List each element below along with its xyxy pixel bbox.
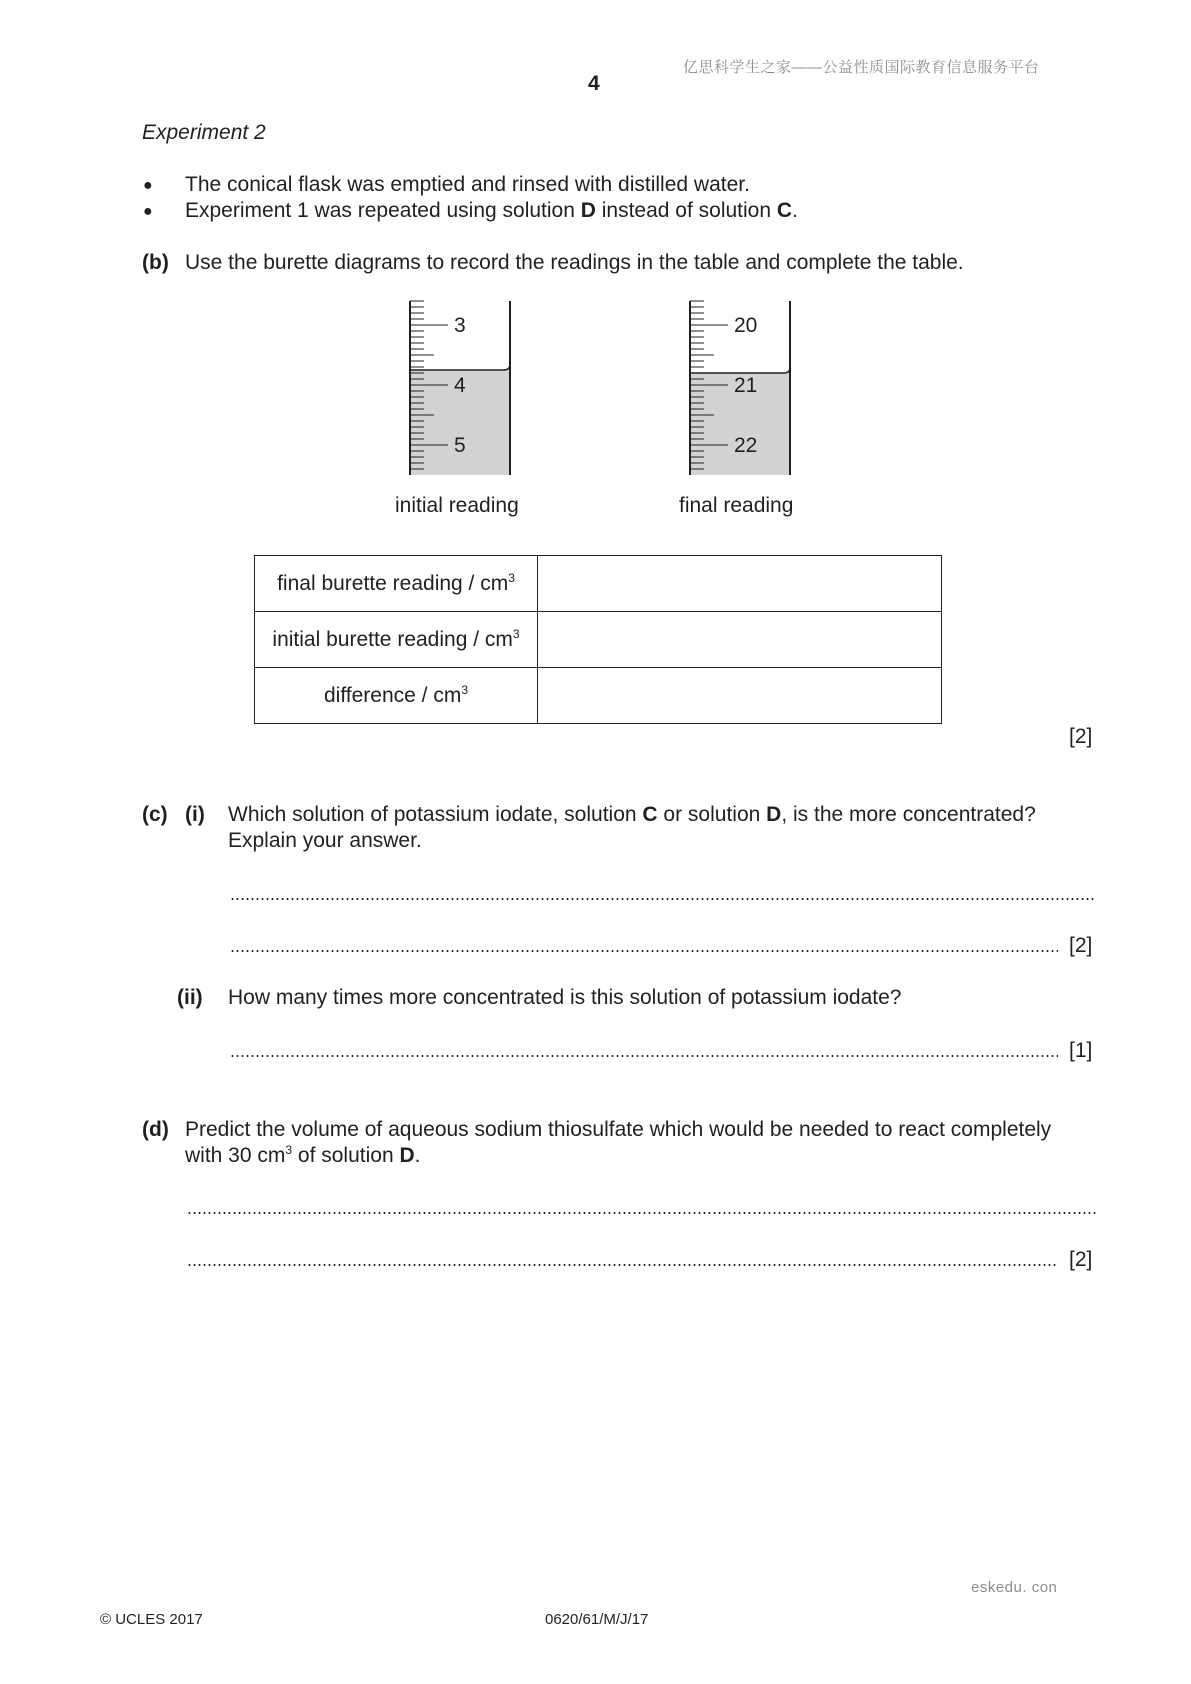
answer-line[interactable] (230, 950, 1058, 952)
table-row (255, 556, 942, 612)
burette-tick-label: 4 (454, 374, 466, 397)
burette-initial-caption: initial reading (395, 494, 519, 517)
burette-tick-label: 3 (454, 314, 466, 337)
question-b-text: Use the burette diagrams to record the readings in the table and complete the table. (185, 251, 964, 274)
row-label-difference: difference / $cm^3$ (255, 668, 538, 724)
burette-tick-label: 20 (734, 314, 758, 337)
readings-table (254, 555, 942, 724)
bullet-icon: ● (143, 177, 153, 194)
question-label-c: (c) (142, 803, 168, 826)
answer-cell-initial[interactable] (538, 612, 942, 668)
question-d-line1: Predict the volume of aqueous sodium thiosulfate which would be needed to react completely (185, 1118, 1052, 1141)
row-label-initial: initial burette reading / $cm^3$ (255, 612, 538, 668)
question-c-ii-text: How many times more concentrated is this solution of potassium iodate? (228, 986, 902, 1009)
burette-initial-diagram (380, 295, 570, 485)
answer-line[interactable] (230, 1055, 1058, 1057)
experiment-title: Experiment 2 (142, 121, 266, 144)
question-label-d: (d) (142, 1118, 169, 1141)
question-label-c-i: (i) (185, 803, 205, 826)
bullet-item-1: The conical flask was emptied and rinsed with distilled water. (185, 173, 750, 196)
burette-tick-label: 22 (734, 434, 758, 457)
marks-c-ii: [1] (1069, 1039, 1093, 1062)
burette-tick-label: 21 (734, 374, 758, 397)
burette-tick-label: 5 (454, 434, 466, 457)
answer-cell-difference[interactable] (538, 668, 942, 724)
question-d-line2: with 30 $cm^3$ of solution D. (185, 1143, 421, 1167)
table-row (255, 612, 942, 668)
question-label-c-ii: (ii) (177, 986, 203, 1009)
row-label-final: final burette reading / $cm^3$ (255, 556, 538, 612)
page-number: 4 (588, 72, 600, 95)
marks-b: [2] (1069, 725, 1093, 748)
answer-line[interactable] (187, 1212, 1096, 1214)
burette-meniscus (690, 367, 790, 373)
table-row (255, 668, 942, 724)
answer-line[interactable] (230, 898, 1096, 900)
watermark-bottom: eskedu. con (971, 1579, 1058, 1596)
marks-d: [2] (1069, 1248, 1093, 1271)
answer-cell-final[interactable] (538, 556, 942, 612)
answer-line[interactable] (187, 1264, 1058, 1266)
question-c-i-line1: Which solution of potassium iodate, solution C or solution D, is the more concentrated? (228, 803, 1036, 826)
question-c-i-line2: Explain your answer. (228, 829, 422, 852)
paper-code: 0620/61/M/J/17 (545, 1611, 649, 1628)
copyright: © UCLES 2017 (100, 1611, 203, 1628)
bullet-item-2: Experiment 1 was repeated using solution D instead of solution C. (185, 199, 798, 222)
burette-final-diagram (660, 295, 850, 485)
question-label-b: (b) (142, 251, 169, 274)
burette-meniscus (410, 364, 510, 370)
burette-final-caption: final reading (679, 494, 794, 517)
bullet-icon: ● (143, 203, 153, 220)
marks-c-i: [2] (1069, 934, 1093, 957)
watermark-top: 亿思科学生之家——公益性质国际教育信息服务平台 (683, 59, 1040, 76)
